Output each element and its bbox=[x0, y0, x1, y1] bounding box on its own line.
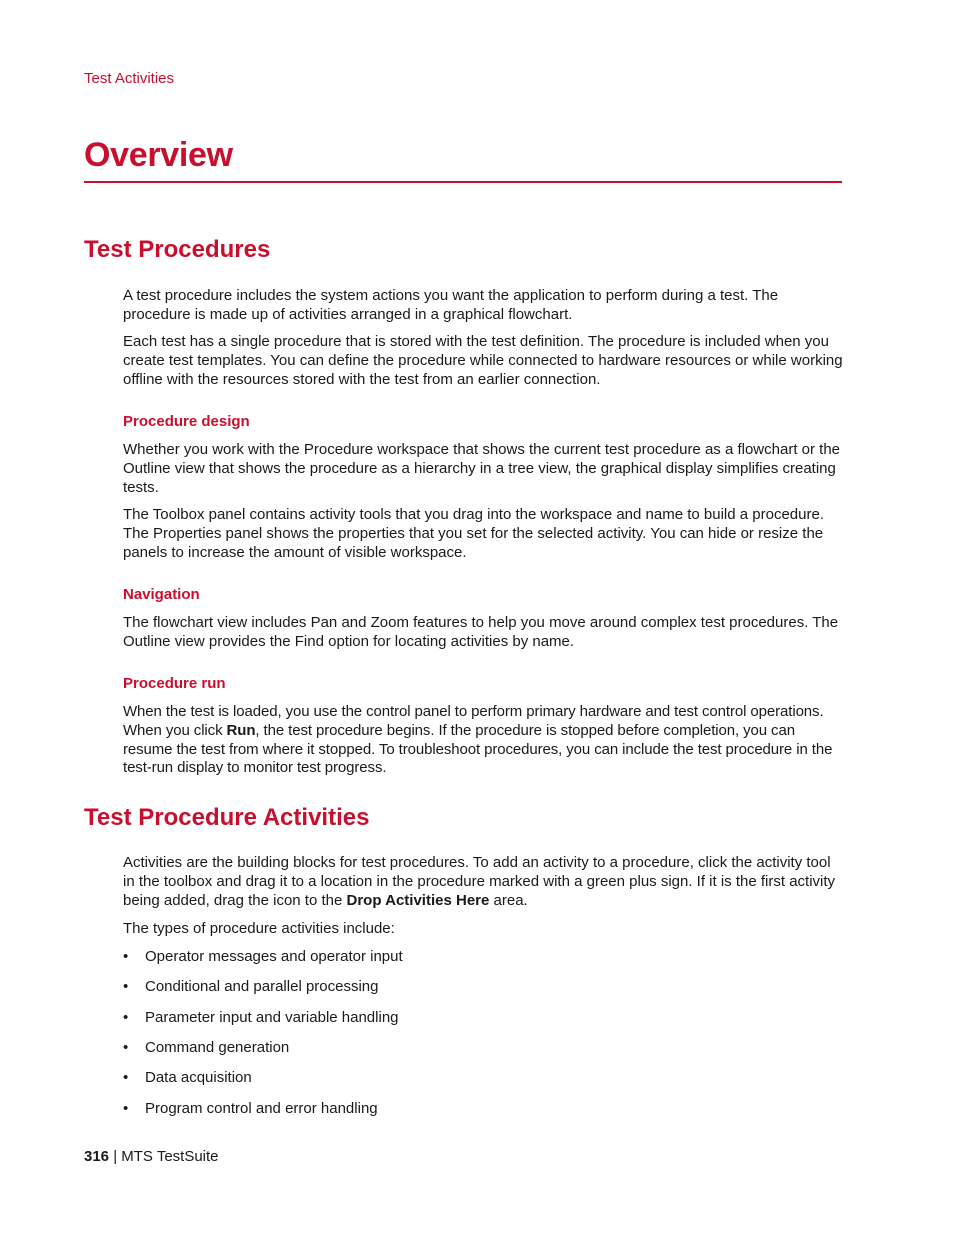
list-item-text: Command generation bbox=[145, 1039, 290, 1056]
list-item-text: Parameter input and variable handling bbox=[145, 1009, 399, 1026]
list-item bbox=[123, 1009, 399, 1027]
footer-separator: | bbox=[109, 1148, 122, 1165]
list-item bbox=[123, 1100, 378, 1118]
list-item bbox=[123, 978, 378, 996]
text: When the test is loaded, you use the control panel to perform primary hardware and test control operations. When you click bbox=[123, 703, 824, 739]
bullet-icon: • bbox=[123, 1069, 129, 1086]
paragraph: Each test has a single procedure that is stored with the test definition. The procedure is included when you create test templates. You can define the procedure while connected to hardware resources or while working offline with the resources stored with the test from an earlier connection. bbox=[123, 333, 843, 388]
section-heading-test-procedure-activities: Test Procedure Activities bbox=[84, 804, 370, 831]
title-rule bbox=[84, 181, 842, 183]
bullet-icon: • bbox=[123, 948, 129, 965]
page-number: 316 bbox=[84, 1148, 110, 1165]
paragraph: The Toolbox panel contains activity tools that you drag into the workspace and name to build a procedure. The Properties panel shows the properties that you set for the selected activity. You can hide or resize the panels to increase the amount of visible workspace. bbox=[123, 506, 824, 561]
list-item bbox=[123, 1039, 289, 1057]
list-item-text: Conditional and parallel processing bbox=[145, 978, 379, 995]
bullet-icon: • bbox=[123, 1039, 129, 1056]
paragraph: The types of procedure activities include: bbox=[123, 920, 395, 937]
bold-text: Drop Activities Here bbox=[346, 891, 490, 909]
paragraph: The flowchart view includes Pan and Zoom features to help you move around complex test procedures. The Outline view provides the Find option for locating activities by name. bbox=[123, 614, 839, 650]
bullet-icon: • bbox=[123, 1009, 129, 1026]
bullet-icon: • bbox=[123, 1100, 129, 1117]
paragraph: A test procedure includes the system actions you want the application to perform during a test. The procedure is made up of activities arranged in a graphical flowchart. bbox=[123, 287, 779, 323]
bullet-icon: • bbox=[123, 978, 129, 995]
subheading-procedure-run: Procedure run bbox=[123, 675, 226, 692]
list-item-text: Program control and error handling bbox=[145, 1100, 378, 1117]
footer-product: MTS TestSuite bbox=[121, 1148, 219, 1165]
paragraph bbox=[123, 703, 845, 778]
page-title: Overview bbox=[84, 136, 233, 174]
list-item-text: Operator messages and operator input bbox=[145, 948, 403, 965]
subheading-procedure-design: Procedure design bbox=[123, 413, 250, 430]
page-footer bbox=[84, 1148, 219, 1165]
paragraph: Whether you work with the Procedure workspace that shows the current test procedure as a flowchart or the Outline view that shows the procedure as a hierarchy in a tree view, the graphical display simplifies creating tests. bbox=[123, 441, 841, 496]
running-head: Test Activities bbox=[84, 70, 175, 87]
text: , the test procedure begins. If the procedure is stopped before completion, you can resume the test from where it stopped. To troubleshoot procedures, you can include the test procedure in the test-run display to monitor test progress. bbox=[123, 721, 833, 777]
section-heading-test-procedures: Test Procedures bbox=[84, 236, 271, 263]
list-item bbox=[123, 1069, 252, 1087]
text: area. bbox=[489, 891, 528, 909]
text: Activities are the building blocks for test procedures. To add an activity to a procedure, click the activity tool in the toolbox and drag it to a location in the procedure marked with a green plus sign. If it is the first activity being added, drag the icon to the bbox=[123, 854, 836, 909]
list-item bbox=[123, 948, 403, 966]
bold-text: Run bbox=[226, 721, 256, 739]
list-item-text: Data acquisition bbox=[145, 1069, 252, 1086]
paragraph bbox=[123, 854, 845, 910]
subheading-navigation: Navigation bbox=[123, 586, 200, 603]
